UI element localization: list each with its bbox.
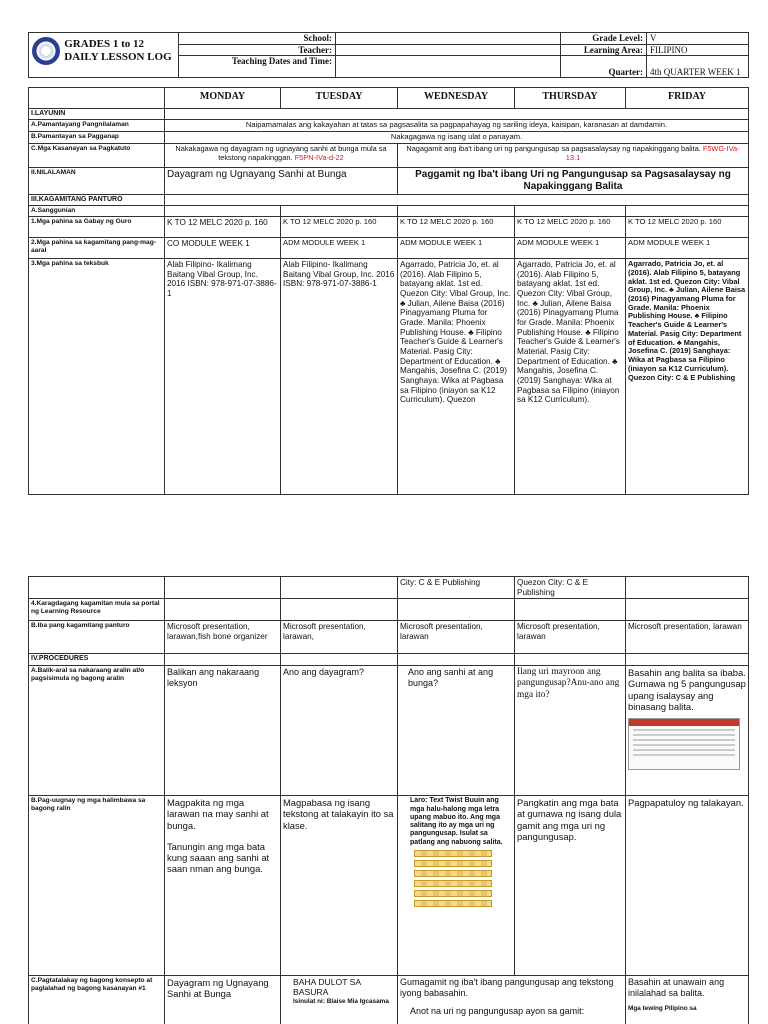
day-header-wednesday: WEDNESDAY — [398, 88, 515, 109]
portal-label: 4.Karagdagang kagamitan mula sa portal ng Learning Resource — [29, 599, 165, 621]
proc-b-monday-1: Magpakita ng mga larawan na may sanhi at bunga. — [167, 797, 269, 831]
word-strip-3 — [414, 870, 492, 877]
proc-c-wed-text-2: Anot na uri ng pangungusap ayon sa gamit: — [410, 1005, 585, 1016]
gabay-friday: K TO 12 MELC 2020 p. 160 — [626, 217, 749, 238]
word-strip-1 — [414, 850, 492, 857]
dates-value — [336, 56, 561, 78]
word-strip-2 — [414, 860, 492, 867]
proc-a-thursday: Ilang uri mayroon ang pangungusap?Anu-ano ang mga ito? — [515, 666, 626, 796]
teacher-label: Teacher: — [179, 44, 336, 56]
teacher-value — [336, 44, 561, 56]
teksbuk-wednesday: Agarrado, Patricia Jo, et. al (2016). Alab Filipino 5, batayang aklat. 1st ed. Quezon City: Vibal Group, Inc. ♣ Julian, Ailene Baisa (2016) Pinagyamang Pluma for Grade. Manila: Phoenix Publishing House. ♣ Filipino Teacher's Guide & Learner's Material. Pasig City: Department of Education. ♣ Mangahis, Josefina C. (2019) Sanghaya: Wika at Pagbasa sa Filipino (iniayon sa K12 Curriculum). Quezon — [398, 259, 515, 495]
sanggunian-label: A.Sanggunian — [29, 206, 165, 217]
deped-seal-icon — [32, 37, 60, 65]
gabay-tuesday: K TO 12 MELC 2020 p. 160 — [281, 217, 398, 238]
proc-b-friday: Pagpapatuloy ng talakayan. — [626, 796, 749, 976]
proc-a-wednesday: Ano ang sanhi at ang bunga? — [398, 666, 515, 796]
story-title: BAHA DULOT SA BASURA — [293, 977, 361, 998]
proc-b-monday-2: Tanungin ang mga bata kung saaan ang sanhi at saan nman ang bunga. — [167, 840, 270, 874]
proc-b-wednesday-text: Laro: Text Twist Buuin ang mga halu-halong mga letra upang mabuo ito. Ang mga salitang ito ay mga uri ng pangungusap. Isulat sa patlang ang nabuong salita. — [410, 797, 503, 846]
quarter-label: Quarter: — [561, 56, 647, 78]
day-header-friday: FRIDAY — [626, 88, 749, 109]
teksbuk-thursday: Agarrado, Patricia Jo, et. al (2016). Alab Filipino 5, batayang aklat. 1st ed. Quezon City: Vibal Group, Inc. ♣ Julian, Ailene Baisa (2016) Pinagyamang Pluma for Grade. Manila: Phoenix Publishing House. ♣ Filipino Teacher's Guide & Learner's Material. Pasig City: Department of Education. ♣ Mangahis, Josefina C. (2019) Sanghaya: Wika at Pagbasa sa Filipino (iniayon sa K12 Curriculum). — [515, 259, 626, 495]
news-article-image — [628, 718, 740, 770]
proc-b-wednesday — [398, 796, 515, 976]
kasanayan-a: Nakakagawa ng dayagram ng ugnayang sanhi at bunga mula sa tekstong napakinggan. F5PN-IVa-d-22 — [165, 144, 398, 168]
proc-b-thursday: Pangkatin ang mga bata at gumawa ng isang dula gamit ang mga uri ng pangungusap. — [515, 796, 626, 976]
proc-c-friday — [626, 976, 749, 1024]
proc-c-friday-text-1: Basahin at unawain ang inilalahad sa balita. — [628, 977, 725, 998]
pagganap-text: Nakagagawa ng isang ulat o panayam. — [165, 132, 749, 144]
gabay-monday: K TO 12 MELC 2020 p. 160 — [165, 217, 281, 238]
word-strip-5 — [414, 890, 492, 897]
kasanayan-b: Nagagamit ang iba't ibang uri ng pangungusap sa pagsasalaysay ng napakinggang balita. F5WG-IVa-13.1 — [398, 144, 749, 168]
module-tuesday: ADM MODULE WEEK 1 — [281, 238, 398, 259]
continued-wednesday: City: C & E Publishing — [398, 577, 515, 599]
iba-thursday: Microsoft presentation, larawan — [515, 621, 626, 654]
corner-cell — [29, 88, 165, 109]
area-label: Learning Area: — [561, 44, 647, 56]
proc-c-wed-thu — [398, 976, 626, 1024]
layunin-label: I.LAYUNIN — [29, 109, 165, 120]
proc-a-monday: Balikan ang nakaraang leksyon — [165, 666, 281, 796]
module-monday: CO MODULE WEEK 1 — [165, 238, 281, 259]
header-table — [28, 32, 749, 78]
pagganap-label: B.Pamantayan sa Pagganap — [29, 132, 165, 144]
proc-b-monday — [165, 796, 281, 976]
word-strip-4 — [414, 880, 492, 887]
kasanayan-a-code: F5PN-IVa-d-22 — [294, 152, 344, 162]
teksbuk-label: 3.Mga pahina sa teksbuk — [29, 259, 165, 495]
proc-c-tuesday — [281, 976, 398, 1024]
proc-c-label: C.Pagtatalakay ng bagong konsepto at paglalahad ng bagong kasanayan #1 — [29, 976, 165, 1024]
word-strip-6 — [414, 900, 492, 907]
gabay-label: 1.Mga pahina sa Gabay ng Guro — [29, 217, 165, 238]
header-logo-cell — [29, 33, 179, 78]
lesson-table-page1 — [28, 87, 749, 495]
module-friday: ADM MODULE WEEK 1 — [626, 238, 749, 259]
teksbuk-friday: Agarrado, Patricia Jo, et. al (2016). Alab Filipino 5, batayang aklat. 1st ed. Quezon City: Vibal Group, Inc. ♣ Julian, Ailene Baisa (2016) Pinagyamang Pluma for Grade. Manila: Phoenix Publishing House. ♣ Filipino Teacher's Guide & Learner's Material. Pasig City: Department of Education. ♣ Mangahis, Josefina C. (2019) Sanghaya: Wika at Pagbasa sa Filipino (iniayon sa K12 Curriculum). Quezon City: C & E Publishing — [626, 259, 749, 495]
lesson-table-page2 — [28, 576, 749, 1024]
proc-a-label: A.Balik-aral sa nakaraang aralin at/o pagsisimula ng bagong aralin — [29, 666, 165, 796]
proc-b-tuesday: Magpabasa ng isang tekstong at talakayin ito sa klase. — [281, 796, 398, 976]
nilalaman-b: Paggamit ng Iba't ibang Uri ng Pangungusap sa Pagsasalaysay ng Napakinggang Balita — [398, 168, 749, 195]
kagamitan-label: III.KAGAMITANG PANTURO — [29, 194, 165, 205]
proc-c-monday: Dayagram ng Ugnayang Sanhi at Bunga — [165, 976, 281, 1024]
dates-label: Teaching Dates and Time: — [179, 56, 336, 78]
proc-a-tuesday: Ano ang dayagram? — [281, 666, 398, 796]
area-value: FILIPINO — [647, 44, 749, 56]
proc-c-wed-text-1: Gumagamit ng iba't ibang pangungusap ang tekstong iyong babasahin. — [400, 977, 614, 998]
kasanayan-label: C.Mga Kasanayan sa Pagkatuto — [29, 144, 165, 168]
pangnilalaman-label: A.Pamantayang Pangnilalaman — [29, 120, 165, 132]
iba-tuesday: Microsoft presentation, larawan, — [281, 621, 398, 654]
proc-b-label: B.Pag-uugnay ng mga halimbawa sa bagong ralin — [29, 796, 165, 976]
day-header-thursday: THURSDAY — [515, 88, 626, 109]
procedures-label: IV.PROCEDURES — [29, 654, 165, 666]
header-title: GRADES 1 to 12 DAILY LESSON LOG — [64, 38, 172, 63]
iba-friday: Microsoft presentation, larawan — [626, 621, 749, 654]
day-header-tuesday: TUESDAY — [281, 88, 398, 109]
pangnilalaman-text: Naipamamalas ang kakayahan at tatas sa pagsasalita sa pagpapahayag ng sariling ideya, kaisipan, karanasan at damdamin. — [165, 120, 749, 132]
teksbuk-monday: Alab Filipino- Ikalimang Baitang Vibal Group, Inc. 2016 ISBN: 978-971-07-3886-1 — [165, 259, 281, 495]
nilalaman-label: II.NILALAMAN — [29, 168, 165, 195]
iba-monday: Microsoft presentation, larawan,fish bone organizer — [165, 621, 281, 654]
proc-a-friday — [626, 666, 749, 796]
story-author: Isinulat ni: Blaise Mia Igcasama — [293, 997, 389, 1005]
kasanayan-b-code: F5WG-IVa-13.1 — [565, 144, 740, 162]
day-header-monday: MONDAY — [165, 88, 281, 109]
gabay-thursday: K TO 12 MELC 2020 p. 160 — [515, 217, 626, 238]
text-twist-strips — [400, 850, 512, 907]
mag-aaral-label: 2.Mga pahina sa kagamitang pang-mag-aaral — [29, 238, 165, 259]
school-label: School: — [179, 33, 336, 45]
proc-c-friday-text-2: Mga tewing Pilipino sa — [628, 1004, 697, 1012]
school-value — [336, 33, 561, 45]
iba-label: B.Iba pang kagamitang panturo — [29, 621, 165, 654]
continued-thursday: Quezon City: C & E Publishing — [515, 577, 626, 599]
gabay-wednesday: K TO 12 MELC 2020 p. 160 — [398, 217, 515, 238]
nilalaman-a: Dayagram ng Ugnayang Sanhi at Bunga — [165, 168, 398, 195]
grade-value: V — [647, 33, 749, 45]
grade-label: Grade Level: — [561, 33, 647, 45]
module-wednesday: ADM MODULE WEEK 1 — [398, 238, 515, 259]
module-thursday: ADM MODULE WEEK 1 — [515, 238, 626, 259]
quarter-value: 4th QUARTER WEEK 1 — [647, 56, 749, 78]
teksbuk-tuesday: Alab Filipino- Ikalimang Baitang Vibal Group, Inc. 2016 ISBN: 978-971-07-3886-1 — [281, 259, 398, 495]
proc-a-friday-text: Basahin ang balita sa ibaba. Gumawa ng 5 pangungusap upang isalaysay ang binasang balita. — [628, 667, 746, 712]
iba-wednesday: Microsoft presentation, larawan — [398, 621, 515, 654]
